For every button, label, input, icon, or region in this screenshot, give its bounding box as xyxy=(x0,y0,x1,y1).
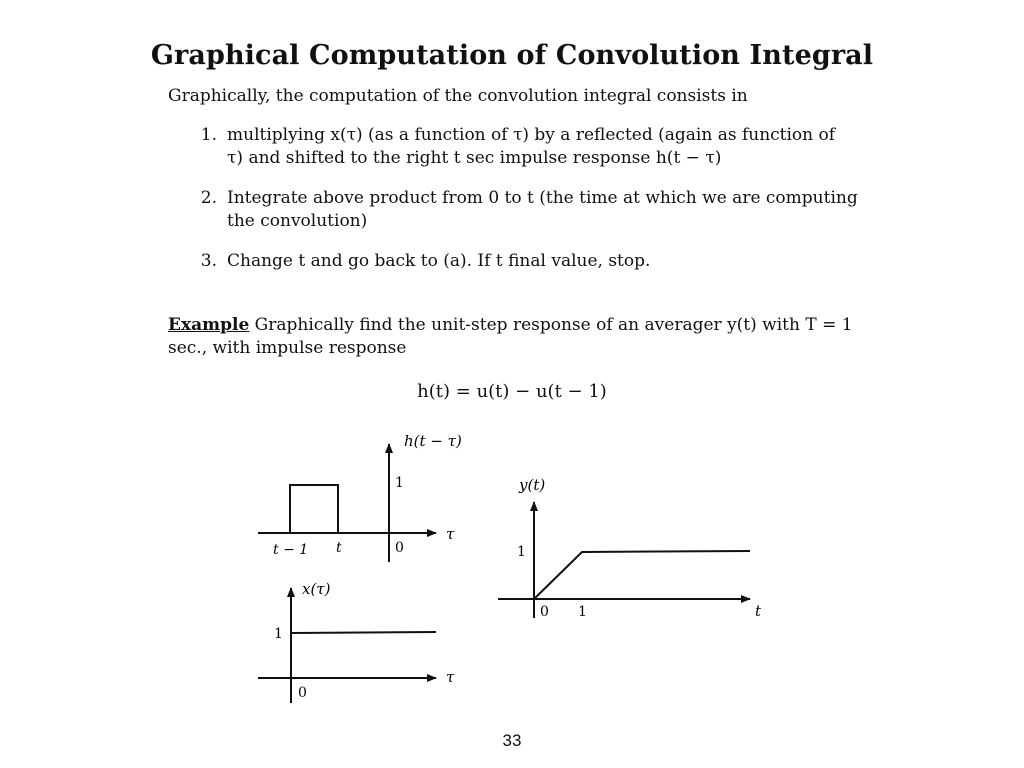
x-xlabel: τ xyxy=(446,668,455,686)
step-line: Integrate above product from 0 to t (the time at which we are computing xyxy=(227,188,858,208)
step-number: 2. xyxy=(200,188,217,208)
example-line: sec., with impulse response xyxy=(168,338,407,358)
y-tick-y: 1 xyxy=(517,544,526,560)
impulse-equation: h(t) = u(t) − u(t − 1) xyxy=(417,381,607,402)
x-origin: 0 xyxy=(298,685,307,701)
y-origin: 0 xyxy=(540,604,549,620)
h-ylabel: h(t − τ) xyxy=(404,432,462,450)
slide-title: Graphical Computation of Convolution Integral xyxy=(150,40,874,71)
h-tick-left: t − 1 xyxy=(273,542,309,558)
step-text xyxy=(227,187,858,233)
x-step-line xyxy=(291,632,436,633)
intro-text: Graphically, the computation of the convolution integral consists in xyxy=(168,86,748,106)
step-text xyxy=(227,124,858,170)
h-tick-right: t xyxy=(336,540,342,556)
y-xlabel: t xyxy=(755,602,762,620)
h-tick-y: 1 xyxy=(395,475,404,491)
x-plot xyxy=(258,588,436,703)
list-item xyxy=(168,250,858,273)
step-line: the convolution) xyxy=(227,211,368,231)
example-line: Graphically find the unit-step response of an averager y(t) with T = 1 xyxy=(254,315,853,335)
h-pulse xyxy=(290,485,338,533)
example-paragraph xyxy=(168,314,858,360)
page-number: 33 xyxy=(502,731,522,750)
step-number: 1. xyxy=(200,125,217,145)
steps-list xyxy=(168,124,858,290)
step-text xyxy=(227,250,858,273)
y-plot xyxy=(498,502,750,618)
example-label: Example xyxy=(168,315,250,335)
step-line: τ) and shifted to the right t sec impulse response h(t − τ) xyxy=(227,148,722,168)
y-tick-x: 1 xyxy=(578,604,587,620)
x-ylabel: x(τ) xyxy=(302,580,331,598)
x-tick-y: 1 xyxy=(274,626,283,642)
list-item xyxy=(168,124,858,170)
h-plot xyxy=(258,444,436,562)
y-ylabel: y(t) xyxy=(519,476,546,494)
step-line: multiplying x(τ) (as a function of τ) by a reflected (again as function of xyxy=(227,125,836,145)
y-response-curve xyxy=(534,551,750,599)
h-xlabel: τ xyxy=(446,525,455,543)
step-number: 3. xyxy=(200,251,217,271)
list-item xyxy=(168,187,858,233)
h-origin: 0 xyxy=(395,540,404,556)
step-line: Change t and go back to (a). If t final value, stop. xyxy=(227,251,651,271)
